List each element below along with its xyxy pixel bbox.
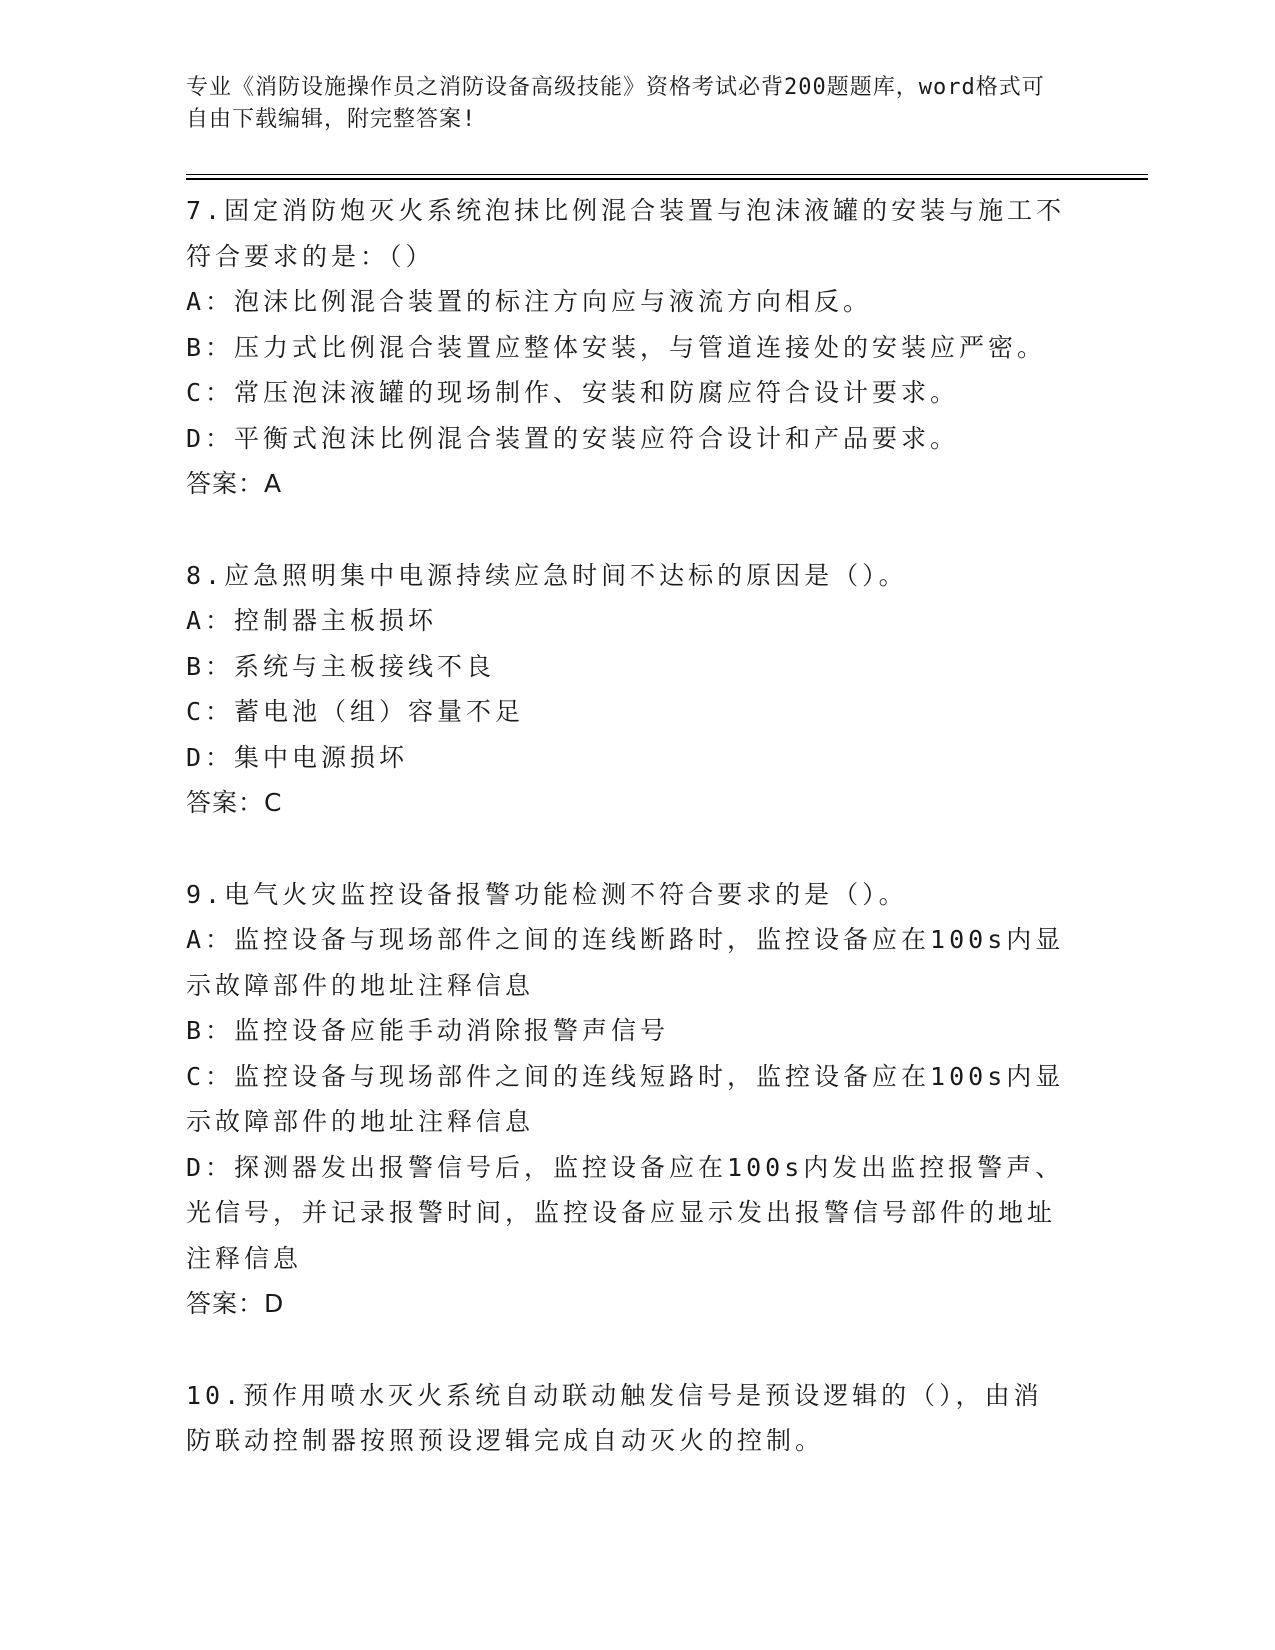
document-header: 专业《消防设施操作员之消防设备高级技能》资格考试必背200题题库，word格式可自由下载编辑，附完整答案! (186, 75, 1045, 132)
option-a: A：泡沫比例混合装置的标注方向应与液流方向相反。 (186, 287, 873, 316)
header-divider-thick (186, 178, 1148, 180)
option-d: D：探测器发出报警信号后，监控设备应在100s内发出监控报警声、光信号，并记录报警时间，监控设备应显示发出报警信号部件的地址注释信息 (186, 1152, 1065, 1273)
question-stem: 7.固定消防炮灭火系统泡抹比例混合装置与泡沫液罐的安装与施工不符合要求的是：（） (186, 196, 1066, 271)
question-list (186, 188, 1066, 1510)
answer-line: 答案：A (186, 469, 283, 498)
question-9 (186, 872, 1066, 1327)
question-stem: 10.预作用喷水灭火系统自动联动触发信号是预设逻辑的（），由消防联动控制器按照预设逻辑完成自动灭火的控制。 (186, 1380, 1043, 1455)
option-b: B：系统与主板接线不良 (186, 651, 496, 681)
option-d: D：平衡式泡沫比例混合装置的安装应符合设计和产品要求。 (186, 423, 960, 453)
question-stem: 8.应急照明集中电源持续应急时间不达标的原因是（）。 (186, 560, 908, 590)
question-stem: 9.电气火灾监控设备报警功能检测不符合要求的是（）。 (186, 879, 908, 909)
question-7 (186, 188, 1066, 507)
answer-line: 答案：D (186, 1289, 285, 1318)
option-d: D：集中电源损坏 (186, 742, 409, 772)
question-10 (186, 1373, 1066, 1464)
header-divider-thin (186, 174, 1148, 175)
option-c: C：蓄电池（组）容量不足 (186, 697, 525, 726)
option-a: A：控制器主板损坏 (186, 606, 438, 635)
answer-line: 答案：C (186, 788, 283, 817)
question-8 (186, 553, 1066, 826)
option-a: A：监控设备与现场部件之间的连线断路时，监控设备应在100s内显示故障部件的地址注释信息 (186, 925, 1065, 1000)
option-c: C：监控设备与现场部件之间的连线短路时，监控设备应在100s内显示故障部件的地址注释信息 (186, 1061, 1065, 1136)
option-b: B：压力式比例混合装置应整体安装，与管道连接处的安装应严密。 (186, 332, 1047, 362)
option-c: C：常压泡沫液罐的现场制作、安装和防腐应符合设计要求。 (186, 378, 960, 407)
option-b: B：监控设备应能手动消除报警声信号 (186, 1016, 670, 1045)
